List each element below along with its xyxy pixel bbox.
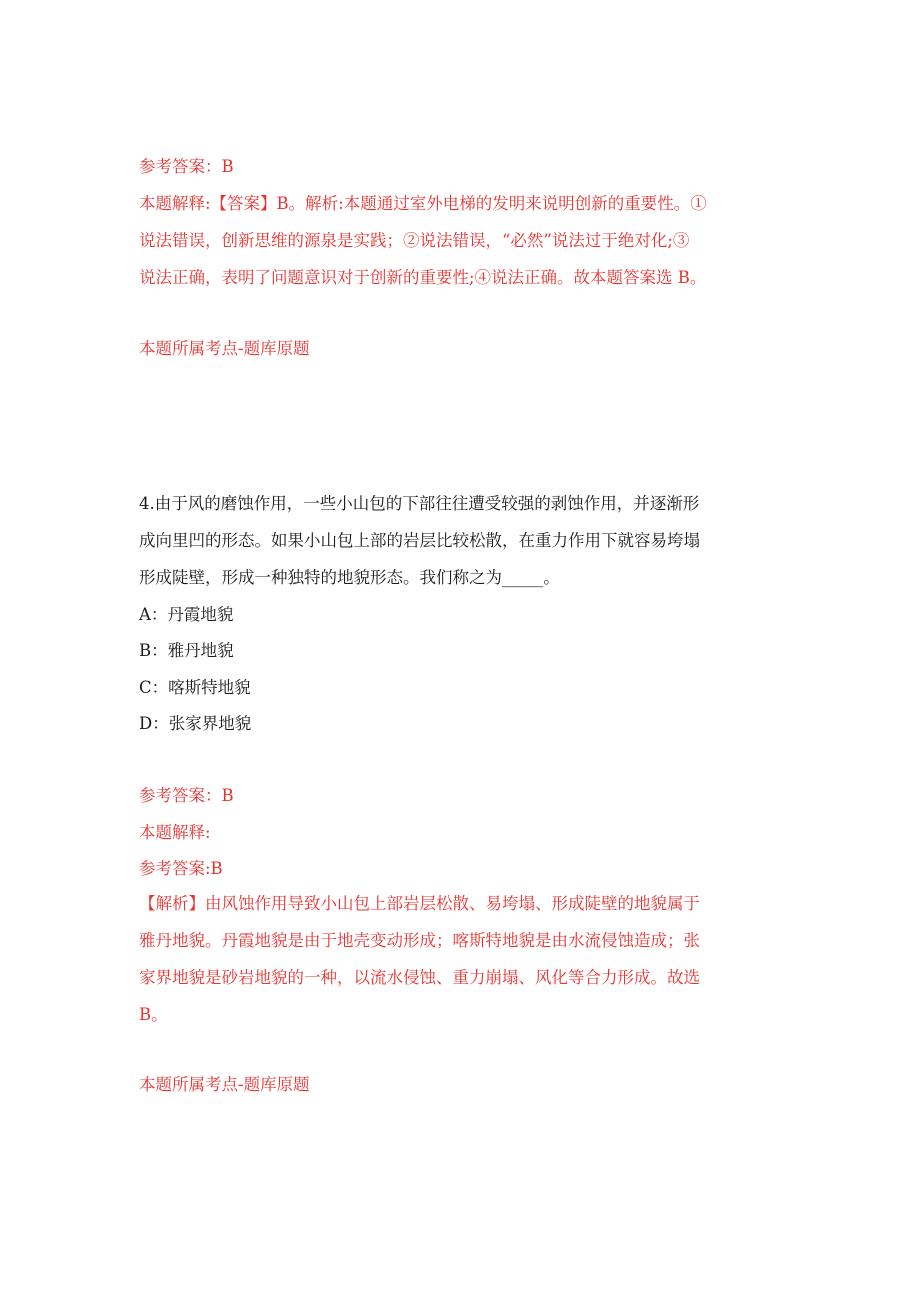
- q4-category: 本题所属考点-题库原题: [139, 1075, 310, 1094]
- q4-option-c: C：喀斯特地貌: [139, 678, 251, 697]
- q4-answer-repeat: 参考答案:B: [139, 859, 223, 878]
- q4-analysis-line: B。: [139, 1005, 168, 1024]
- q4-option-d: D：张家界地貌: [139, 714, 252, 733]
- q3-explanation: [139, 185, 779, 296]
- q4-stem-line: 形成陡壁，形成一种独特的地貌形态。我们称之为_____。: [139, 568, 560, 587]
- q4-stem-line: 4.由于风的磨蚀作用，一些小山包的下部往往遭受较强的剥蚀作用，并逐渐形: [139, 494, 700, 513]
- q3-explanation-line: 本题解释:【答案】B。解析:本题通过室外电梯的发明来说明创新的重要性。①: [139, 194, 707, 213]
- q4-analysis-line: 家界地貌是砂岩地貌的一种，以流水侵蚀、重力崩塌、风化等合力形成。故选: [139, 968, 700, 987]
- q3-category: 本题所属考点-题库原题: [139, 339, 310, 358]
- q3-explanation-line: 说法正确，表明了问题意识对于创新的重要性;④说法正确。故本题答案选 B。: [139, 268, 707, 287]
- q4-analysis-line: 【解析】由风蚀作用导致小山包上部岩层松散、易垮塌、形成陡壁的地貌属于: [139, 894, 700, 913]
- q4-explanation-label: 本题解释:: [139, 823, 211, 842]
- q4-stem-line: 成向里凹的形态。如果小山包上部的岩层比较松散，在重力作用下就容易垮塌: [139, 531, 700, 550]
- q4-stem: [139, 485, 779, 596]
- q4-analysis-line: 雅丹地貌。丹霞地貌是由于地壳变动形成；喀斯特地貌是由水流侵蚀造成；张: [139, 931, 700, 950]
- q3-explanation-line: 说法错误，创新思维的源泉是实践；②说法错误，“必然”说法过于绝对化;③: [139, 231, 690, 250]
- q4-option-a: A：丹霞地貌: [139, 605, 234, 624]
- q4-option-b: B：雅丹地貌: [139, 641, 234, 660]
- q4-answer: 参考答案：B: [139, 786, 234, 805]
- q4-analysis: [139, 885, 779, 1033]
- q3-answer: 参考答案：B: [139, 157, 234, 176]
